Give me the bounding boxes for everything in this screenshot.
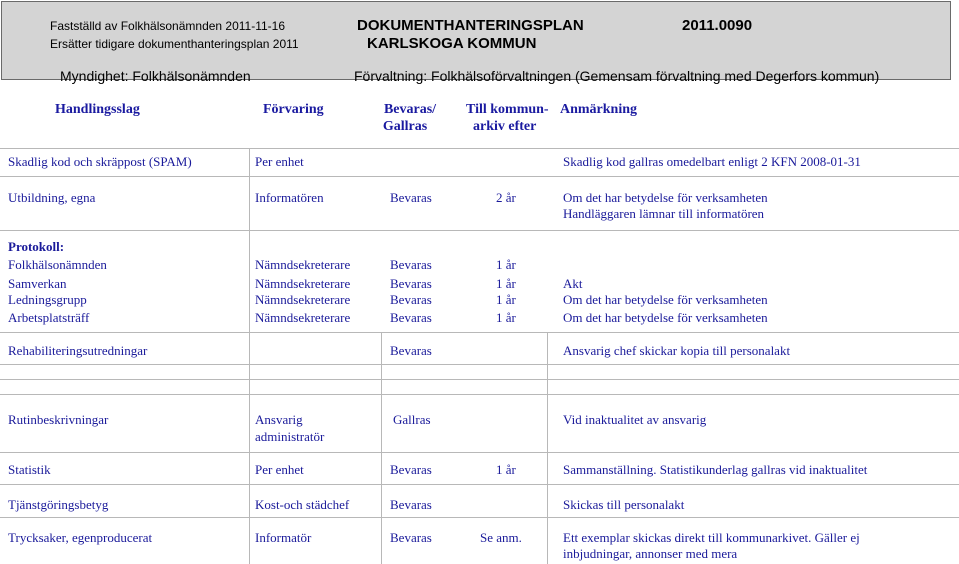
row-divider bbox=[0, 394, 959, 395]
row-divider bbox=[0, 484, 959, 485]
replaces-text: Ersätter tidigare dokumenthanteringsplan 2011 bbox=[50, 37, 299, 51]
row-stats-storage: Per enhet bbox=[255, 462, 304, 477]
row-stats-type: Statistik bbox=[8, 462, 51, 477]
row-print-remark-2: inbjudningar, annonser med mera bbox=[563, 546, 738, 561]
row-protocol-keep: Bevaras bbox=[390, 292, 432, 307]
row-divider bbox=[0, 176, 959, 177]
row-print-storage: Informatör bbox=[255, 530, 312, 545]
row-training-storage: Informatören bbox=[255, 190, 324, 205]
row-routine-storage-2: administratör bbox=[255, 429, 325, 444]
row-protocol-remark: Om det har betydelse för verksamheten bbox=[563, 292, 768, 307]
row-protocol-keep: Bevaras bbox=[390, 276, 432, 291]
row-stats-archive: 1 år bbox=[496, 462, 516, 477]
authority-text: Myndighet: Folkhälsonämnden bbox=[60, 68, 251, 84]
column-header-keep-2: Gallras bbox=[382, 119, 428, 134]
established-text: Fastställd av Folkhälsonämnden 2011-11-16 bbox=[50, 19, 286, 33]
row-routine-keep: Gallras bbox=[393, 412, 431, 427]
column-divider bbox=[381, 332, 382, 564]
row-protocol-type: Samverkan bbox=[8, 276, 67, 291]
document-title: DOKUMENTHANTERINGSPLAN bbox=[357, 17, 584, 34]
row-training-keep: Bevaras bbox=[390, 190, 432, 205]
row-routine-type: Rutinbeskrivningar bbox=[8, 412, 109, 427]
row-training-remark-1: Om det har betydelse för verksamheten bbox=[563, 190, 768, 205]
column-header-archive-2: arkiv efter bbox=[473, 119, 537, 134]
row-spam-storage: Per enhet bbox=[255, 154, 304, 169]
row-stats-keep: Bevaras bbox=[390, 462, 432, 477]
row-print-archive: Se anm. bbox=[480, 530, 522, 545]
row-print-type: Trycksaker, egenproducerat bbox=[8, 530, 153, 545]
column-header-storage: Förvaring bbox=[263, 102, 324, 117]
row-protocol-storage: Nämndsekreterare bbox=[255, 310, 351, 325]
row-protocol-type: Arbetsplatsträff bbox=[8, 310, 90, 325]
row-routine-remark: Vid inaktualitet av ansvarig bbox=[563, 412, 707, 427]
row-spam-remark: Skadlig kod gallras omedelbart enligt 2 KFN 2008-01-31 bbox=[563, 154, 861, 169]
row-protocol-remark: Akt bbox=[563, 276, 583, 291]
row-protocol-storage: Nämndsekreterare bbox=[255, 276, 351, 291]
row-divider bbox=[0, 379, 959, 380]
row-divider bbox=[0, 148, 959, 149]
column-divider bbox=[249, 148, 250, 564]
document-number: 2011.0090 bbox=[682, 17, 753, 34]
column-divider bbox=[547, 332, 548, 564]
row-cert-type: Tjänstgöringsbetyg bbox=[8, 497, 109, 512]
row-routine-storage-1: Ansvarig bbox=[255, 412, 303, 427]
protocol-heading: Protokoll: bbox=[8, 239, 65, 254]
row-protocol-remark: Om det har betydelse för verksamheten bbox=[563, 310, 768, 325]
row-divider bbox=[0, 452, 959, 453]
row-protocol-archive: 1 år bbox=[496, 292, 516, 307]
row-print-keep: Bevaras bbox=[390, 530, 432, 545]
row-divider bbox=[0, 364, 959, 365]
column-header-archive-1: Till kommun- bbox=[466, 102, 549, 117]
row-protocol-archive: 1 år bbox=[496, 310, 516, 325]
column-header-type: Handlingsslag bbox=[55, 102, 140, 117]
row-protocol-storage: Nämndsekreterare bbox=[255, 257, 351, 272]
administration-text: Förvaltning: Folkhälsoförvaltningen (Gemensam förvaltning med Degerfors kommun) bbox=[354, 68, 880, 84]
row-protocol-storage: Nämndsekreterare bbox=[255, 292, 351, 307]
row-protocol-keep: Bevaras bbox=[390, 257, 432, 272]
row-stats-remark: Sammanställning. Statistikunderlag gallras vid inaktualitet bbox=[563, 462, 868, 477]
row-divider bbox=[0, 230, 959, 231]
row-training-archive: 2 år bbox=[496, 190, 516, 205]
row-divider bbox=[0, 517, 959, 518]
row-protocol-archive: 1 år bbox=[496, 276, 516, 291]
municipality-name: KARLSKOGA KOMMUN bbox=[367, 35, 537, 52]
row-protocol-keep: Bevaras bbox=[390, 310, 432, 325]
column-header-keep-1: Bevaras/ bbox=[383, 102, 437, 117]
row-cert-storage: Kost-och städchef bbox=[255, 497, 350, 512]
column-header-remark: Anmärkning bbox=[560, 102, 638, 117]
row-spam-type: Skadlig kod och skräppost (SPAM) bbox=[8, 154, 192, 169]
row-divider bbox=[0, 332, 959, 333]
row-rehab-remark: Ansvarig chef skickar kopia till personalakt bbox=[563, 343, 791, 358]
row-protocol-archive: 1 år bbox=[496, 257, 516, 272]
row-training-remark-2: Handläggaren lämnar till informatören bbox=[563, 206, 765, 221]
row-rehab-keep: Bevaras bbox=[390, 343, 432, 358]
row-rehab-type: Rehabiliteringsutredningar bbox=[8, 343, 148, 358]
row-protocol-type: Ledningsgrupp bbox=[8, 292, 87, 307]
row-cert-keep: Bevaras bbox=[390, 497, 432, 512]
row-print-remark-1: Ett exemplar skickas direkt till kommunarkivet. Gäller ej bbox=[563, 530, 860, 545]
document-header bbox=[1, 1, 951, 84]
row-cert-remark: Skickas till personalakt bbox=[563, 497, 685, 512]
row-protocol-type: Folkhälsonämnden bbox=[8, 257, 107, 272]
row-training-type: Utbildning, egna bbox=[8, 190, 96, 205]
